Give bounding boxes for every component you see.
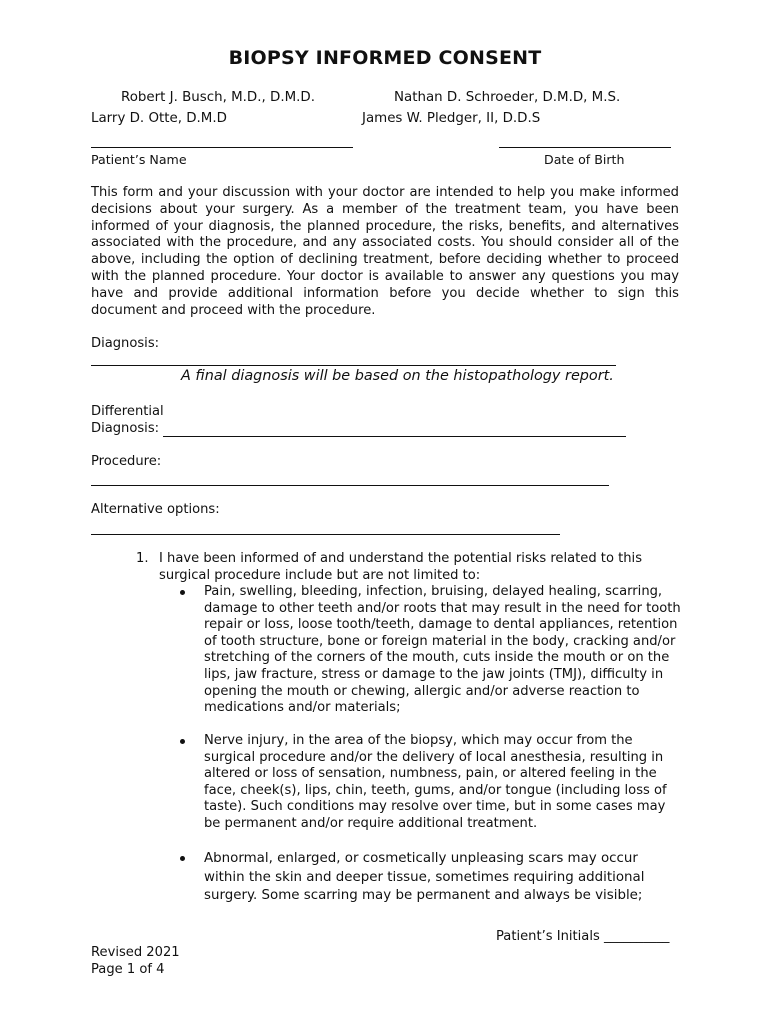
risks-intro: I have been informed of and understand the potential risks related to this surgical procedure include but are not limited to: — [159, 551, 643, 583]
list-item: Abnormal, enlarged, or cosmetically unpleasing scars may occur within the skin and deeper tissue, sometimes requiring additional surgery. Some scarring may be permanent and always be visible; — [204, 851, 645, 903]
bullet-icon — [180, 733, 188, 741]
patient-initials: Patient’s Initials __________ — [496, 929, 670, 944]
procedure-label: Procedure: — [91, 454, 162, 469]
alternatives-label: Alternative options: — [91, 502, 220, 517]
differential-label: Differential — [91, 404, 164, 419]
page-number: Page 1 of 4 — [91, 962, 165, 977]
diagnosis-note: A final diagnosis will be based on the histopathology report. — [181, 368, 614, 384]
differential-diagnosis-field[interactable] — [163, 436, 626, 437]
doctor-name: James W. Pledger, II, D.D.S — [362, 111, 541, 126]
bullet-icon — [180, 850, 188, 858]
list-item: Nerve injury, in the area of the biopsy, which may occur from the surgical procedure and/or the delivery of local anesthesia, resulting in altered or loss of sensation, numbness, pain, or altered feeling in the face, cheek(s), lips, chin, teeth, gums, and/or tongue (including loss of taste). Such conditions may resolve over time, but in some cases may be permanent and/or require additional treatment. — [204, 733, 667, 831]
list-item: Pain, swelling, bleeding, infection, bruising, delayed healing, scarring, damage to other teeth and/or roots that may result in the need for tooth repair or loss, loose tooth/teeth, damage to dental appliances, retention of tooth structure, bone or foreign material in the body, cracking and/or stretching of the corners of the mouth, cuts inside the mouth or on the lips, jaw fracture, stress or damage to the jaw joints (TMJ), difficulty in opening the mouth or chewing, allergic and/or adverse reaction to medications and/or materials; — [204, 584, 681, 716]
doctor-name: Robert J. Busch, M.D., D.M.D. — [121, 90, 315, 105]
procedure-field[interactable] — [91, 485, 609, 486]
page-title: BIOPSY INFORMED CONSENT — [228, 47, 542, 69]
bullet-icon — [180, 584, 188, 592]
date-of-birth-field[interactable] — [499, 147, 671, 148]
list-number: 1. — [136, 551, 149, 566]
alternatives-field[interactable] — [91, 534, 560, 535]
revision-note: Revised 2021 — [91, 945, 180, 960]
patient-name-field[interactable] — [91, 147, 353, 148]
doctor-name: Nathan D. Schroeder, D.M.D, M.S. — [394, 90, 621, 105]
intro-paragraph: This form and your discussion with your doctor are intended to help you make informed decisions about your surgery. As a member of the treatment team, you have been informed of your diagnosis, the planned procedure, the risks, benefits, and alternatives associated with the procedure, and any associated costs. You should consider all of the above, including the option of declining treatment, before deciding whether to proceed with the planned procedure. Your doctor is available to answer any questions you may have and provide additional information before you decide whether to sign this document and proceed with the procedure. — [91, 185, 679, 318]
diagnosis-field[interactable] — [91, 365, 616, 366]
date-of-birth-label: Date of Birth — [544, 152, 625, 167]
patient-name-label: Patient’s Name — [91, 152, 187, 167]
differential-label: Diagnosis: — [91, 421, 160, 436]
diagnosis-label: Diagnosis: — [91, 336, 160, 351]
doctor-name: Larry D. Otte, D.M.D — [91, 111, 227, 126]
